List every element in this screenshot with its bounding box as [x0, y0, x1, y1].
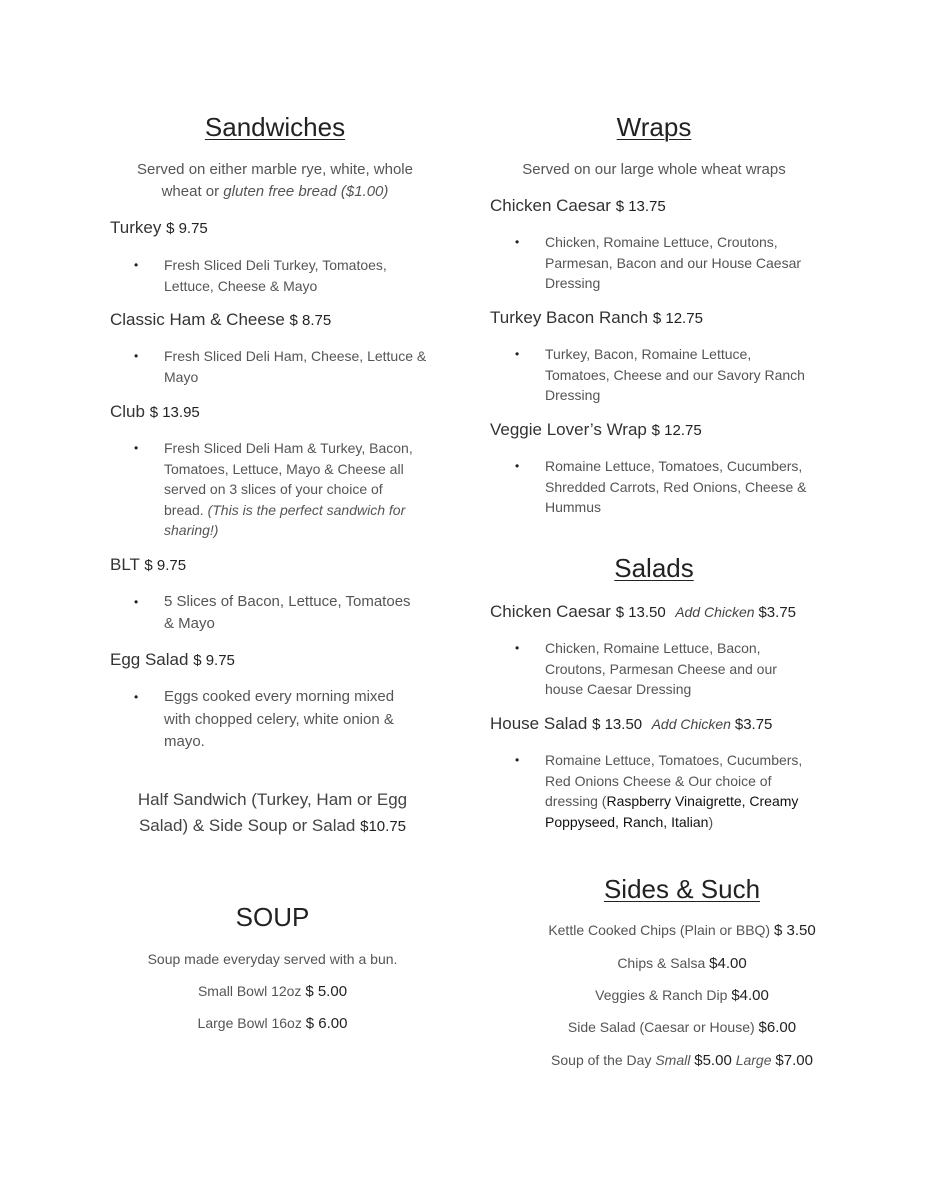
desc-line: Chicken, Romaine Lettuce, Bacon, [545, 640, 761, 656]
item-price: $ 9.75 [193, 652, 235, 669]
half-line2 [100, 813, 445, 840]
desc-line: Shredded Carrots, Red Onions, Cheese & [545, 478, 807, 495]
intro-plain: wheat or [161, 183, 224, 200]
bullet-icon: • [515, 347, 520, 361]
item-description [134, 591, 454, 635]
item-price: $ 12.75 [651, 422, 702, 439]
bullet-icon: • [515, 235, 520, 249]
item-description [515, 456, 835, 518]
size-large: Large [735, 1052, 772, 1068]
sandwiches-intro-line1: Served on either marble rye, white, whole [137, 161, 413, 178]
desc-line: Tomatoes, Cheese and our Savory Ranch [545, 366, 805, 383]
desc-line: Tomatoes, Lettuce, Mayo & Cheese all [164, 460, 404, 477]
add-chicken-price: $3.75 [758, 604, 797, 621]
side-item [490, 922, 874, 939]
item-price: $ 13.50 [592, 716, 643, 733]
side-item [490, 955, 874, 972]
size-small: Small [655, 1052, 691, 1068]
side-item-soup-of-day [490, 1052, 874, 1069]
bullet-icon: • [134, 441, 139, 455]
side-item [490, 987, 874, 1004]
desc-line: Parmesan, Bacon and our House Caesar [545, 254, 802, 271]
desc-line: Hummus [545, 499, 602, 515]
item-name: Classic Ham & Cheese [110, 310, 285, 329]
item-description [134, 438, 454, 541]
soup-large-bowl [110, 1015, 435, 1032]
side-price: $7.00 [775, 1052, 813, 1069]
half-label: Salad) & Side Soup or Salad [138, 816, 356, 835]
add-chicken-option [675, 604, 796, 620]
bullet-icon: • [134, 690, 139, 704]
item-description [134, 686, 454, 754]
item-price: $ 13.95 [149, 404, 200, 421]
desc-line: served on 3 slices of your choice of [164, 481, 383, 497]
desc-line: Lettuce, Cheese & Mayo [164, 277, 318, 294]
sandwiches-intro-line2 [110, 181, 440, 203]
half-price: $10.75 [360, 818, 407, 835]
dressing-options: Poppyseed, Ranch, Italian [545, 813, 709, 830]
desc-line: Mayo [164, 368, 199, 385]
side-price: $4.00 [731, 987, 769, 1004]
soup-large-price: $ 6.00 [305, 1015, 348, 1032]
desc-line: 5 Slices of Bacon, Lettuce, Tomatoes [164, 593, 411, 610]
item-name: Turkey Bacon Ranch [490, 308, 649, 327]
dressing-options: Raspberry Vinaigrette, Creamy [606, 793, 799, 809]
item-description [515, 638, 835, 700]
side-price: $ 3.50 [773, 922, 816, 939]
soup-small-price: $ 5.00 [305, 983, 348, 1000]
desc-line: Chicken, Romaine Lettuce, Croutons, [545, 234, 778, 250]
bullet-icon: • [134, 595, 139, 609]
desc-line [164, 500, 454, 521]
add-chicken-price: $3.75 [734, 716, 773, 733]
menu-item-chicken-caesar-wrap [490, 196, 666, 216]
desc-line: with chopped celery, white onion & [164, 710, 394, 728]
desc-italic: (This is the perfect sandwich for [207, 501, 406, 518]
side-price: $6.00 [758, 1019, 797, 1036]
desc-line: Fresh Sliced Deli Ham, Cheese, Lettuce & [164, 348, 427, 364]
wraps-heading: Wraps [616, 112, 692, 142]
item-price: $ 9.75 [166, 220, 208, 237]
desc-line: Romaine Lettuce, Tomatoes, Cucumbers, [545, 752, 803, 768]
item-name: Chicken Caesar [490, 602, 611, 621]
salads-heading: Salads [614, 553, 694, 583]
item-description [515, 232, 835, 294]
desc-line: & Mayo [164, 615, 215, 632]
menu-item-chicken-caesar-salad [490, 602, 796, 622]
soup-small-bowl [110, 983, 435, 1000]
item-name: Veggie Lover’s Wrap [490, 420, 647, 439]
item-name: House Salad [490, 714, 588, 733]
desc-line: Fresh Sliced Deli Turkey, Tomatoes, [164, 257, 387, 273]
half-sandwich-combo [100, 787, 445, 840]
desc-line: Croutons, Parmesan Cheese and our [545, 660, 777, 677]
sides-heading: Sides & Such [603, 874, 761, 904]
item-price: $ 13.75 [615, 198, 666, 215]
desc-line [545, 791, 835, 812]
menu-item-turkey [110, 218, 208, 238]
item-description [515, 344, 835, 406]
item-price: $ 12.75 [652, 310, 703, 327]
add-chicken-option [652, 716, 773, 732]
item-name: BLT [110, 555, 140, 574]
bullet-icon: • [134, 258, 139, 272]
item-price: $ 13.50 [615, 604, 666, 621]
side-price: $4.00 [709, 955, 747, 972]
desc-line: house Caesar Dressing [545, 681, 692, 697]
side-item [490, 1019, 874, 1036]
half-line1: Half Sandwich (Turkey, Ham or Egg [137, 790, 408, 809]
item-description [134, 346, 454, 387]
desc-line [545, 812, 835, 833]
side-label: Veggies & Ranch Dip [595, 987, 728, 1003]
desc-italic: sharing!) [164, 522, 219, 538]
item-name: Chicken Caesar [490, 196, 611, 215]
menu-item-blt [110, 555, 186, 575]
item-price: $ 8.75 [289, 312, 332, 329]
bullet-icon: • [515, 641, 520, 655]
desc-plain: bread. [164, 501, 208, 518]
desc-line: Fresh Sliced Deli Ham & Turkey, Bacon, [164, 440, 413, 456]
item-name: Club [110, 402, 145, 421]
add-chicken-label: Add Chicken [675, 604, 755, 620]
desc-line: Red Onions Cheese & Our choice of [545, 772, 772, 789]
bullet-icon: • [134, 349, 139, 363]
side-label: Side Salad (Caesar or House) [567, 1019, 755, 1035]
soup-heading: SOUP [235, 902, 310, 932]
sandwiches-intro [110, 159, 440, 203]
side-price: $5.00 [694, 1052, 732, 1069]
desc-line [164, 520, 454, 541]
item-description [134, 255, 454, 296]
desc-line: Dressing [545, 275, 601, 291]
side-label: Kettle Cooked Chips (Plain or BBQ) [548, 922, 771, 938]
desc-line: Eggs cooked every morning mixed [164, 688, 395, 705]
desc-line: Dressing [545, 387, 601, 403]
soup-intro: Soup made everyday served with a bun. [147, 951, 398, 967]
soup-large-label: Large Bowl 16oz [197, 1015, 302, 1031]
item-price: $ 9.75 [144, 557, 187, 574]
menu-item-club [110, 402, 200, 422]
item-name: Turkey [110, 218, 162, 237]
desc-plain: ) [708, 813, 714, 830]
soup-small-label: Small Bowl 12oz [197, 983, 302, 999]
bullet-icon: • [515, 459, 520, 473]
side-label: Chips & Salsa [617, 955, 706, 971]
menu-item-veggie-lovers-wrap [490, 420, 702, 440]
desc-line: Turkey, Bacon, Romaine Lettuce, [545, 346, 752, 362]
item-description [515, 750, 835, 832]
menu-item-ham-cheese [110, 310, 331, 330]
desc-plain: dressing ( [545, 793, 607, 809]
menu-item-egg-salad [110, 650, 235, 670]
desc-line: Romaine Lettuce, Tomatoes, Cucumbers, [545, 458, 803, 474]
menu-item-turkey-bacon-ranch [490, 308, 703, 328]
wraps-intro: Served on our large whole wheat wraps [522, 161, 786, 178]
side-label: Soup of the Day [551, 1052, 652, 1068]
desc-line: mayo. [164, 733, 205, 750]
item-name: Egg Salad [110, 650, 189, 669]
menu-item-house-salad [490, 714, 772, 734]
bullet-icon: • [515, 753, 520, 767]
intro-italic: gluten free bread ($1.00) [223, 183, 389, 200]
add-chicken-label: Add Chicken [651, 716, 731, 732]
sandwiches-heading: Sandwiches [204, 112, 346, 142]
